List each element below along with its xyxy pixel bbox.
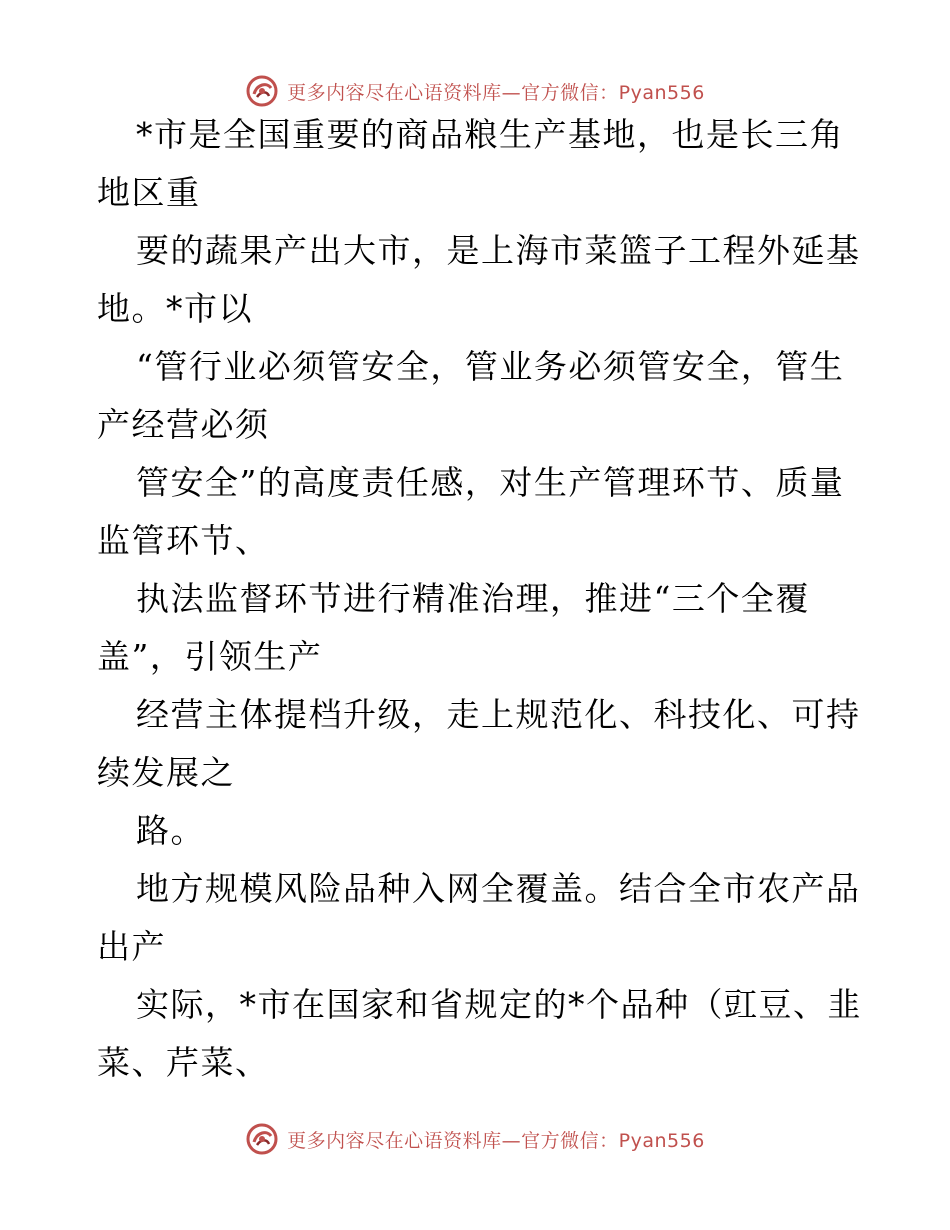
- watermark-text: 更多内容尽在心语资料库—官方微信：Pyan556: [287, 81, 705, 104]
- watermark-text: 更多内容尽在心语资料库—官方微信：Pyan556: [287, 1129, 705, 1152]
- text-line: 路。: [136, 811, 205, 850]
- text-line: 监管环节、: [97, 521, 270, 560]
- text-line: 出产: [97, 927, 166, 966]
- text-line: 盖”，引领生产: [97, 637, 323, 676]
- text-line: 执法监督环节进行精准治理，推进“三个全覆: [136, 579, 810, 618]
- text-line: 产经营必须: [97, 405, 270, 444]
- text-line: 要的蔬果产出大市，是上海市菜篮子工程外延基: [136, 231, 861, 270]
- text-line: 地。*市以: [97, 289, 253, 328]
- document-body: [97, 115, 862, 1104]
- footer-watermark: [0, 1119, 950, 1159]
- text-line: 地区重: [97, 173, 201, 212]
- header-watermark: [0, 71, 950, 111]
- text-line: 菜、芹菜、: [97, 1043, 270, 1082]
- text-line: 地方规模风险品种入网全覆盖。结合全市农产品: [136, 869, 861, 908]
- text-line: “管行业必须管安全，管业务必须管安全，管生: [136, 347, 845, 386]
- text-line: 续发展之: [97, 753, 235, 792]
- text-line: *市是全国重要的商品粮生产基地，也是长三角: [136, 115, 844, 154]
- text-line: 管安全”的高度责任感，对生产管理环节、质量: [136, 463, 845, 502]
- text-line: 实际，*市在国家和省规定的*个品种（豇豆、韭: [136, 985, 862, 1024]
- red-swirl-logo-icon: [245, 1122, 279, 1156]
- text-line: 经营主体提档升级，走上规范化、科技化、可持: [136, 695, 861, 734]
- red-swirl-logo-icon: [245, 74, 279, 108]
